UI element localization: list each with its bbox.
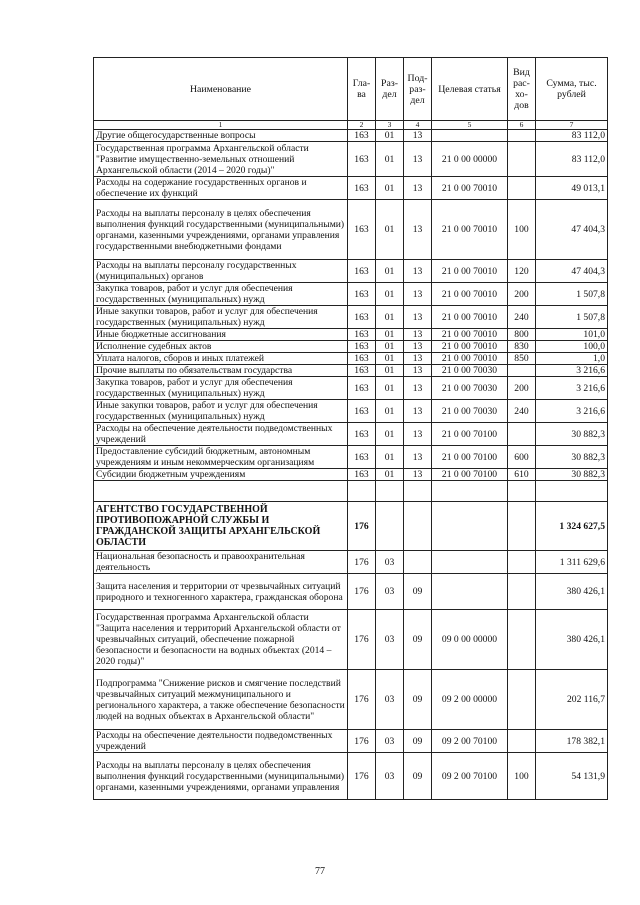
table-cell-glava: 163	[348, 400, 376, 423]
table-cell-target: 09 2 00 70100	[432, 730, 508, 753]
table-cell-sum: 380 426,1	[536, 610, 608, 670]
table-row	[94, 365, 608, 377]
column-number: 4	[404, 121, 432, 130]
table-cell-vid: 120	[508, 260, 536, 283]
column-number: 7	[536, 121, 608, 130]
table-cell-glava: 163	[348, 446, 376, 469]
table-cell-glava: 163	[348, 130, 376, 142]
table-cell-podrazdel	[404, 551, 432, 574]
table-row	[94, 142, 608, 177]
table-cell-name: Государственная программа Архангельской области "Развитие имущественно-земельных отношений Архангельской области (2014 – 2020 годы)"	[94, 142, 348, 177]
table-cell-podrazdel: 13	[404, 329, 432, 341]
table-cell-podrazdel: 13	[404, 177, 432, 200]
table-cell-name: Прочие выплаты по обязательствам государства	[94, 365, 348, 377]
spacer-cell	[536, 481, 608, 502]
table-cell-sum: 1 507,8	[536, 283, 608, 306]
table-cell-razdel: 03	[376, 670, 404, 730]
table-cell-glava: 163	[348, 469, 376, 481]
header-target: Целевая статья	[432, 58, 508, 121]
table-row	[94, 260, 608, 283]
table-cell-podrazdel: 09	[404, 670, 432, 730]
table-cell-razdel: 01	[376, 423, 404, 446]
table-cell-sum: 178 382,1	[536, 730, 608, 753]
table-cell-razdel: 01	[376, 341, 404, 353]
table-cell-name: Иные закупки товаров, работ и услуг для обеспечения государственных (муниципальных) нужд	[94, 306, 348, 329]
table-cell-target: 09 2 00 70100	[432, 753, 508, 800]
table-cell-podrazdel: 13	[404, 423, 432, 446]
table-cell-podrazdel: 13	[404, 130, 432, 142]
table-cell-razdel: 03	[376, 574, 404, 610]
table-cell-glava: 163	[348, 423, 376, 446]
table-cell-podrazdel: 13	[404, 469, 432, 481]
table-cell-vid: 240	[508, 306, 536, 329]
table-cell-vid: 610	[508, 469, 536, 481]
table-cell-name: Государственная программа Архангельской области "Защита населения и территорий Архангельской области от чрезвычайных ситуаций, обеспечение пожарной безопасности и безопасности на водных объектах (2014 – 2020 годы)"	[94, 610, 348, 670]
table-row	[94, 574, 608, 610]
table-cell-razdel: 03	[376, 610, 404, 670]
table-cell-razdel: 01	[376, 306, 404, 329]
table-cell-vid: 850	[508, 353, 536, 365]
table-cell-glava: 163	[348, 260, 376, 283]
table-cell-sum: 3 216,6	[536, 400, 608, 423]
table-cell-name: Исполнение судебных актов	[94, 341, 348, 353]
table-body	[94, 130, 608, 800]
table-cell-target: 21 0 00 70030	[432, 365, 508, 377]
table-row	[94, 610, 608, 670]
table-cell-vid	[508, 130, 536, 142]
table-cell-podrazdel: 13	[404, 377, 432, 400]
table-cell-razdel: 01	[376, 130, 404, 142]
table-cell-sum: 100,0	[536, 341, 608, 353]
table-cell-podrazdel: 13	[404, 341, 432, 353]
table-cell-vid: 100	[508, 200, 536, 260]
table-cell-sum: 380 426,1	[536, 574, 608, 610]
table-cell-razdel: 03	[376, 753, 404, 800]
table-cell-sum: 101,0	[536, 329, 608, 341]
table-cell-glava: 176	[348, 670, 376, 730]
table-cell-razdel: 01	[376, 446, 404, 469]
table-cell-podrazdel	[404, 502, 432, 551]
table-cell-razdel: 01	[376, 142, 404, 177]
table-cell-glava: 176	[348, 753, 376, 800]
table-row	[94, 200, 608, 260]
spacer-cell	[94, 481, 348, 502]
table-cell-sum: 3 216,6	[536, 365, 608, 377]
table-cell-vid: 100	[508, 753, 536, 800]
table-cell-target: 09 0 00 00000	[432, 610, 508, 670]
table-cell-target: 21 0 00 70030	[432, 377, 508, 400]
column-number-row	[94, 121, 608, 130]
table-cell-razdel: 01	[376, 329, 404, 341]
table-cell-name: Иные бюджетные ассигнования	[94, 329, 348, 341]
table-cell-target: 21 0 00 70010	[432, 353, 508, 365]
table-cell-sum: 1 324 627,5	[536, 502, 608, 551]
table-cell-target: 21 0 00 70030	[432, 400, 508, 423]
table-cell-vid: 830	[508, 341, 536, 353]
table-cell-sum: 47 404,3	[536, 200, 608, 260]
table-cell-razdel	[376, 502, 404, 551]
table-cell-target: 21 0 00 70100	[432, 469, 508, 481]
table-cell-razdel: 01	[376, 469, 404, 481]
table-cell-razdel: 03	[376, 551, 404, 574]
table-cell-razdel: 01	[376, 365, 404, 377]
table-cell-vid	[508, 730, 536, 753]
table-cell-glava: 163	[348, 329, 376, 341]
table-cell-sum: 202 116,7	[536, 670, 608, 730]
table-cell-name: Расходы на выплаты персоналу в целях обеспечения выполнения функций государственными (муниципальными) органами, казенными учреждениями, органами управления государственными внебюджетными фондами	[94, 200, 348, 260]
table-cell-name: Расходы на выплаты персоналу государственных (муниципальных) органов	[94, 260, 348, 283]
table-cell-glava: 163	[348, 200, 376, 260]
table-row	[94, 753, 608, 800]
table-cell-name: Подпрограмма "Снижение рисков и смягчение последствий чрезвычайных ситуаций межмуниципального и регионального характера, а также обеспечение безопасности людей на водных объектах в Архангельской области"	[94, 670, 348, 730]
table-cell-target: 21 0 00 70010	[432, 306, 508, 329]
table-cell-vid	[508, 610, 536, 670]
table-cell-glava: 163	[348, 341, 376, 353]
table-cell-sum: 54 131,9	[536, 753, 608, 800]
table-cell-target: 21 0 00 70010	[432, 329, 508, 341]
table-cell-vid: 800	[508, 329, 536, 341]
table-cell-podrazdel: 13	[404, 200, 432, 260]
header-podrazdel: Под-раз-дел	[404, 58, 432, 121]
table-cell-vid	[508, 670, 536, 730]
table-cell-podrazdel: 13	[404, 142, 432, 177]
table-cell-razdel: 01	[376, 353, 404, 365]
table-row	[94, 377, 608, 400]
table-cell-sum: 1,0	[536, 353, 608, 365]
column-number: 1	[94, 121, 348, 130]
table-cell-vid	[508, 177, 536, 200]
table-cell-razdel: 01	[376, 283, 404, 306]
table-cell-glava: 176	[348, 610, 376, 670]
table-cell-name: Расходы на содержание государственных органов и обеспечение их функций	[94, 177, 348, 200]
table-cell-target	[432, 502, 508, 551]
table-cell-target: 21 0 00 70010	[432, 200, 508, 260]
table-cell-sum: 47 404,3	[536, 260, 608, 283]
table-cell-razdel: 01	[376, 260, 404, 283]
table-cell-podrazdel: 09	[404, 730, 432, 753]
table-cell-vid: 600	[508, 446, 536, 469]
header-vid: Вид рас-хо-дов	[508, 58, 536, 121]
table-cell-glava: 163	[348, 177, 376, 200]
table-cell-name: Иные закупки товаров, работ и услуг для обеспечения государственных (муниципальных) нужд	[94, 400, 348, 423]
column-number: 3	[376, 121, 404, 130]
table-cell-sum: 49 013,1	[536, 177, 608, 200]
table-row	[94, 283, 608, 306]
table-row	[94, 130, 608, 142]
table-cell-podrazdel: 13	[404, 306, 432, 329]
table-cell-razdel: 01	[376, 377, 404, 400]
spacer-cell	[404, 481, 432, 502]
column-number: 5	[432, 121, 508, 130]
section-header-row	[94, 502, 608, 551]
table-cell-sum: 1 507,8	[536, 306, 608, 329]
table-cell-razdel: 01	[376, 200, 404, 260]
table-row	[94, 469, 608, 481]
table-cell-podrazdel: 09	[404, 610, 432, 670]
table-row	[94, 306, 608, 329]
table-cell-vid	[508, 551, 536, 574]
budget-table	[93, 57, 608, 800]
table-cell-glava: 163	[348, 353, 376, 365]
table-cell-glava: 163	[348, 365, 376, 377]
table-cell-target	[432, 551, 508, 574]
header-sum: Сумма, тыс. рублей	[536, 58, 608, 121]
table-cell-podrazdel: 13	[404, 353, 432, 365]
table-cell-target: 21 0 00 70010	[432, 283, 508, 306]
table-cell-razdel: 01	[376, 177, 404, 200]
table-cell-target: 21 0 00 00000	[432, 142, 508, 177]
table-cell-target: 09 2 00 00000	[432, 670, 508, 730]
table-cell-target: 21 0 00 70100	[432, 446, 508, 469]
table-cell-podrazdel: 13	[404, 446, 432, 469]
table-cell-name: Национальная безопасность и правоохранительная деятельность	[94, 551, 348, 574]
table-cell-glava: 176	[348, 730, 376, 753]
table-cell-podrazdel: 13	[404, 365, 432, 377]
table-cell-name: Защита населения и территории от чрезвычайных ситуаций природного и техногенного характера, гражданская оборона	[94, 574, 348, 610]
table-cell-podrazdel: 13	[404, 400, 432, 423]
table-cell-vid	[508, 502, 536, 551]
page-number: 77	[315, 866, 325, 877]
table-cell-podrazdel: 09	[404, 574, 432, 610]
table-cell-name: Закупка товаров, работ и услуг для обеспечения государственных (муниципальных) нужд	[94, 283, 348, 306]
table-cell-vid	[508, 365, 536, 377]
table-cell-target	[432, 130, 508, 142]
table-cell-name: АГЕНТСТВО ГОСУДАРСТВЕННОЙ ПРОТИВОПОЖАРНОЙ СЛУЖБЫ И ГРАЖДАНСКОЙ ЗАЩИТЫ АРХАНГЕЛЬСКОЙ ОБЛАСТИ	[94, 502, 348, 551]
table-row	[94, 400, 608, 423]
table-row	[94, 446, 608, 469]
column-number: 6	[508, 121, 536, 130]
spacer-cell	[348, 481, 376, 502]
table-cell-sum: 30 882,3	[536, 446, 608, 469]
table-cell-name: Другие общегосударственные вопросы	[94, 130, 348, 142]
table-cell-name: Расходы на выплаты персоналу в целях обеспечения выполнения функций государственными (муниципальными) органами, казенными учреждениями, органами управления	[94, 753, 348, 800]
header-razdel: Раз-дел	[376, 58, 404, 121]
table-cell-target: 21 0 00 70010	[432, 260, 508, 283]
table-cell-glava: 163	[348, 142, 376, 177]
table-cell-vid: 200	[508, 283, 536, 306]
table-cell-podrazdel: 13	[404, 260, 432, 283]
table-cell-glava: 176	[348, 502, 376, 551]
table-cell-name: Расходы на обеспечение деятельности подведомственных учреждений	[94, 423, 348, 446]
table-cell-glava: 163	[348, 377, 376, 400]
table-cell-vid	[508, 574, 536, 610]
table-row	[94, 353, 608, 365]
table-cell-vid	[508, 423, 536, 446]
table-cell-sum: 3 216,6	[536, 377, 608, 400]
table-row	[94, 423, 608, 446]
table-cell-glava: 176	[348, 574, 376, 610]
spacer-cell	[376, 481, 404, 502]
table-row	[94, 177, 608, 200]
table-cell-vid	[508, 142, 536, 177]
table-cell-glava: 163	[348, 306, 376, 329]
table-row	[94, 329, 608, 341]
table-cell-name: Уплата налогов, сборов и иных платежей	[94, 353, 348, 365]
table-row	[94, 341, 608, 353]
header-glava: Гла-ва	[348, 58, 376, 121]
table-row	[94, 551, 608, 574]
spacer-cell	[432, 481, 508, 502]
table-cell-razdel: 03	[376, 730, 404, 753]
table-cell-sum: 30 882,3	[536, 469, 608, 481]
table-cell-sum: 83 112,0	[536, 130, 608, 142]
spacer-cell	[508, 481, 536, 502]
table-cell-glava: 163	[348, 283, 376, 306]
table-cell-sum: 1 311 629,6	[536, 551, 608, 574]
table-row	[94, 730, 608, 753]
table-cell-sum: 83 112,0	[536, 142, 608, 177]
table-cell-target: 21 0 00 70010	[432, 177, 508, 200]
table-cell-sum: 30 882,3	[536, 423, 608, 446]
table-cell-vid: 240	[508, 400, 536, 423]
table-cell-target	[432, 574, 508, 610]
spacer-row	[94, 481, 608, 502]
table-cell-vid: 200	[508, 377, 536, 400]
table-cell-name: Субсидии бюджетным учреждениям	[94, 469, 348, 481]
column-number: 2	[348, 121, 376, 130]
table-row	[94, 670, 608, 730]
table-cell-name: Расходы на обеспечение деятельности подведомственных учреждений	[94, 730, 348, 753]
header-row	[94, 58, 608, 121]
table-cell-podrazdel: 09	[404, 753, 432, 800]
table-cell-name: Предоставление субсидий бюджетным, автономным учреждениям и иным некоммерческим организациям	[94, 446, 348, 469]
table-cell-target: 21 0 00 70100	[432, 423, 508, 446]
table-cell-podrazdel: 13	[404, 283, 432, 306]
table-cell-razdel: 01	[376, 400, 404, 423]
table-cell-name: Закупка товаров, работ и услуг для обеспечения государственных (муниципальных) нужд	[94, 377, 348, 400]
table-cell-target: 21 0 00 70010	[432, 341, 508, 353]
table-cell-glava: 176	[348, 551, 376, 574]
header-name: Наименование	[94, 58, 348, 121]
